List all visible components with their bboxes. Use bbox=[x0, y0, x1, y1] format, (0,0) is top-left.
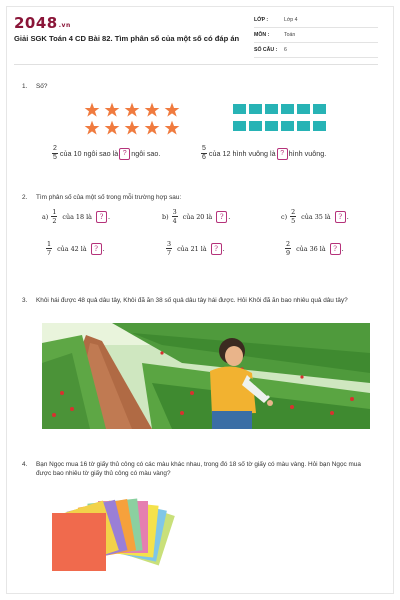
square-shape bbox=[233, 121, 246, 131]
fraction: $\frac{1}{7}$ bbox=[47, 240, 52, 257]
meta-row-subject: MÔN : Toán bbox=[254, 28, 378, 43]
star-icon bbox=[104, 120, 120, 136]
q2-item: b) $\frac{3}{4}$ của 20 là ? . bbox=[162, 208, 231, 225]
star-icon bbox=[84, 120, 100, 136]
q1-left-statement: $\frac{2}{5}$ của 10 ngôi sao là ? ngôi sao. bbox=[53, 145, 161, 161]
square-shape bbox=[297, 121, 310, 131]
square-shape bbox=[249, 121, 262, 131]
craft-paper-illustration bbox=[48, 497, 188, 579]
answer-box[interactable]: ? bbox=[211, 243, 222, 255]
q2-item: a) $\frac{1}{2}$ của 18 là ? . bbox=[42, 208, 110, 225]
fraction: $\frac{5}{6}$ bbox=[202, 145, 206, 161]
meta-row-question-count: SỐ CÂU : 6 bbox=[254, 43, 378, 58]
star-icon bbox=[144, 120, 160, 136]
answer-box[interactable]: ? bbox=[216, 211, 227, 223]
star-icon bbox=[104, 102, 120, 118]
question-1: 1. Số? bbox=[22, 83, 48, 90]
question-2: 2. Tìm phân số của một số trong mỗi trường hợp sau: bbox=[22, 194, 182, 201]
fraction: $\frac{3}{7}$ bbox=[167, 240, 172, 257]
square-grid bbox=[233, 104, 363, 138]
meta-info-table bbox=[254, 13, 378, 58]
answer-box[interactable]: ? bbox=[330, 243, 341, 255]
q1-right-statement: $\frac{5}{6}$ của 12 hình vuông là ? hình vuông. bbox=[202, 145, 327, 161]
q2-item: c) $\frac{2}{5}$ của 35 là ? . bbox=[281, 208, 349, 225]
question-3: 3. Khôi hái được 48 quả dâu tây, Khôi đã ăn 38 số quả dâu tây hái được. Hỏi Khôi đã ăn bao nhiêu quả dâu tây? bbox=[22, 297, 348, 304]
star-icon bbox=[164, 102, 180, 118]
strawberry-farm-illustration bbox=[42, 323, 370, 429]
star-icon bbox=[84, 102, 100, 118]
answer-box[interactable]: ? bbox=[335, 211, 346, 223]
star-icon bbox=[144, 102, 160, 118]
answer-box[interactable]: ? bbox=[277, 148, 288, 160]
square-shape bbox=[265, 121, 278, 131]
fraction: $\frac{3}{4}$ bbox=[172, 208, 177, 225]
question-4: 4. Bạn Ngọc mua 16 tờ giấy thủ công có các màu khác nhau, trong đó 18 số tờ giấy có màu vàng. Hỏi bạn Ngọc mua được bao nhiêu tờ giấy thủ công có màu vàng? bbox=[22, 461, 361, 477]
square-shape bbox=[281, 121, 294, 131]
star-icon bbox=[164, 120, 180, 136]
q2-item: $\frac{3}{7}$ của 21 là ? . bbox=[167, 240, 225, 257]
fraction: $\frac{2}{5}$ bbox=[291, 208, 296, 225]
square-shape bbox=[233, 104, 246, 114]
fraction: $\frac{2}{9}$ bbox=[286, 240, 291, 257]
square-shape bbox=[265, 104, 278, 114]
fraction: $\frac{2}{5}$ bbox=[53, 145, 57, 161]
square-shape bbox=[249, 104, 262, 114]
star-icon bbox=[124, 102, 140, 118]
answer-box[interactable]: ? bbox=[119, 148, 130, 160]
q2-item: $\frac{2}{9}$ của 36 là ? . bbox=[286, 240, 344, 257]
star-icon bbox=[124, 120, 140, 136]
answer-box[interactable]: ? bbox=[91, 243, 102, 255]
q2-item: $\frac{1}{7}$ của 42 là ? . bbox=[47, 240, 105, 257]
site-logo[interactable]: 2048.vn bbox=[14, 14, 71, 32]
square-shape bbox=[313, 121, 326, 131]
square-shape bbox=[281, 104, 294, 114]
square-shape bbox=[313, 104, 326, 114]
star-grid bbox=[84, 102, 184, 138]
document-title: Giải SGK Toán 4 CD Bài 82. Tìm phân số của một số có đáp án bbox=[14, 34, 240, 43]
header-divider bbox=[14, 64, 378, 65]
meta-row-class: LỚP : Lớp 4 bbox=[254, 13, 378, 28]
fraction: $\frac{1}{2}$ bbox=[52, 208, 57, 225]
square-shape bbox=[297, 104, 310, 114]
answer-box[interactable]: ? bbox=[96, 211, 107, 223]
